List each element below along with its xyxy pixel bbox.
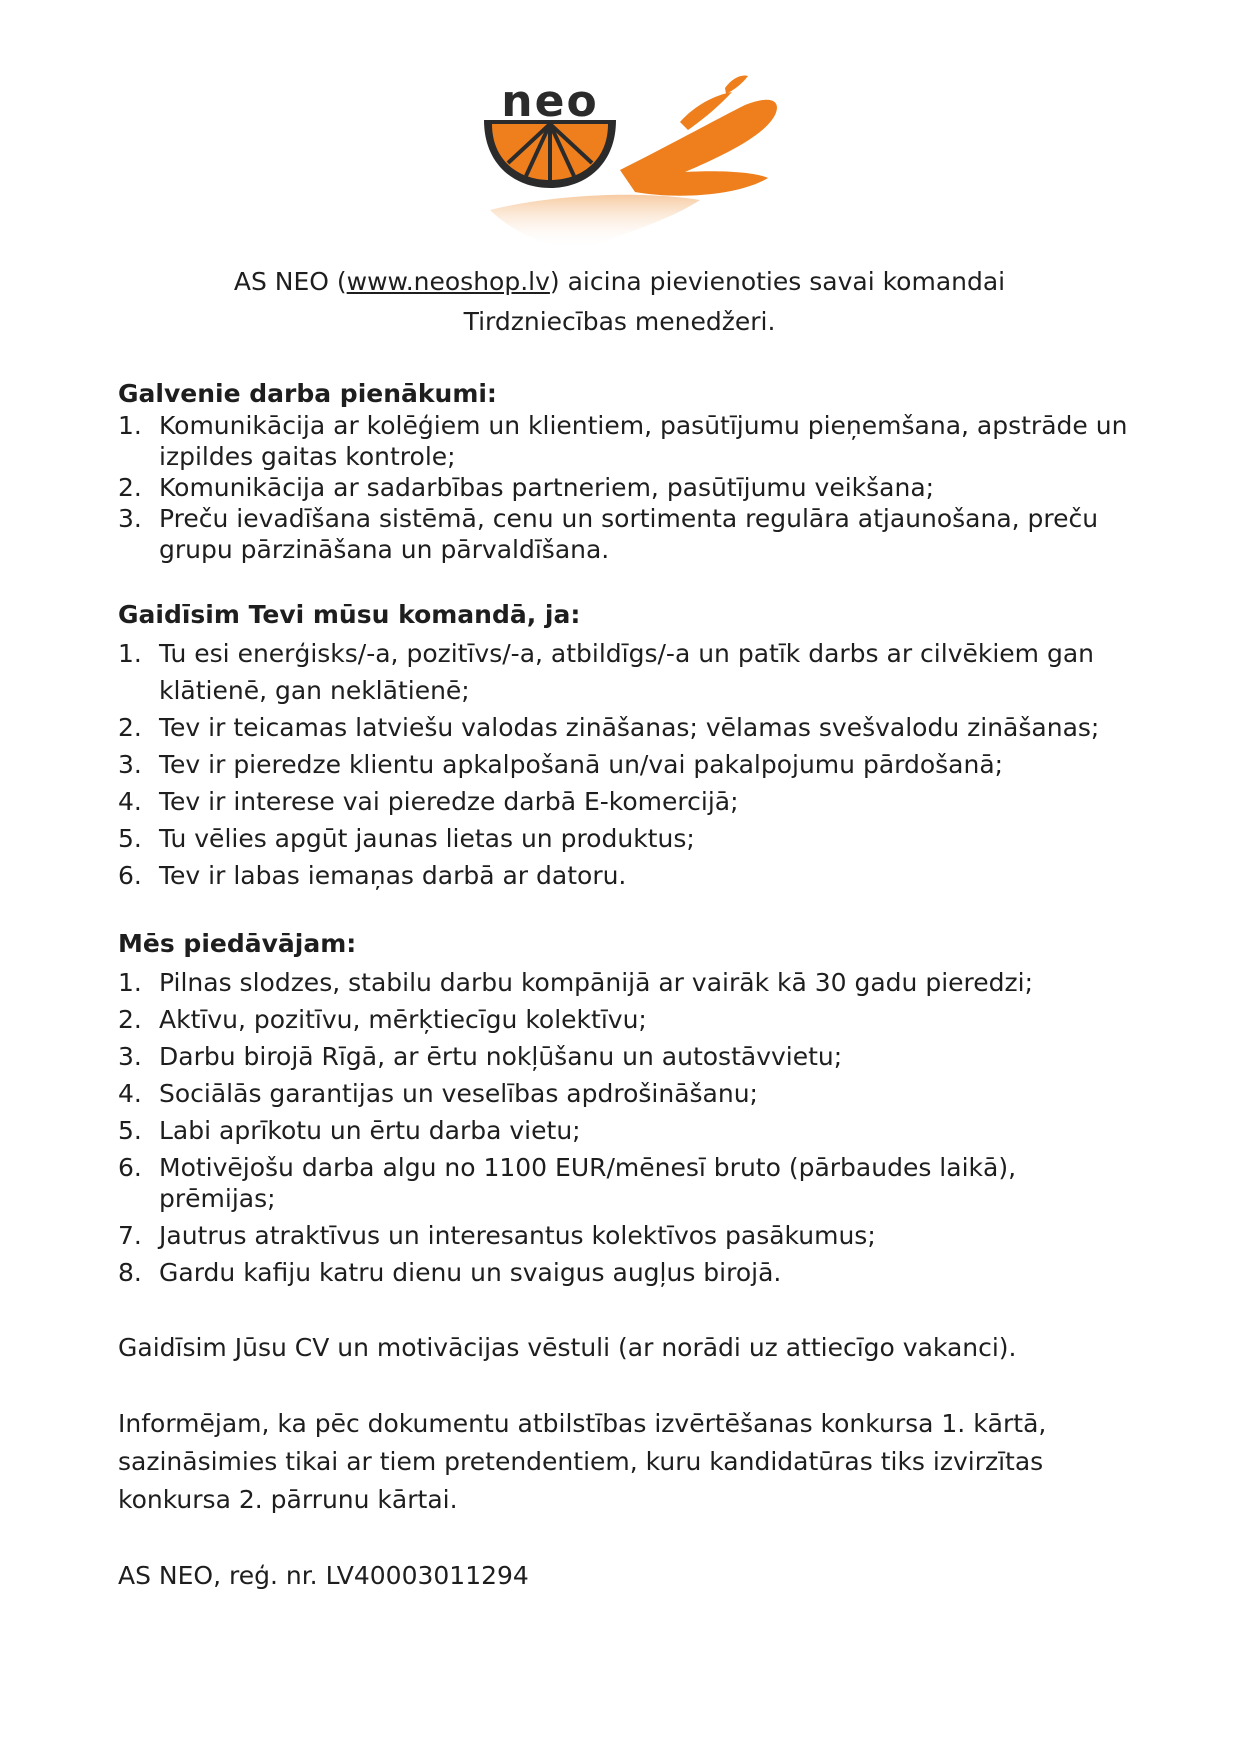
list-item: 1. Tu esi enerģisks/-a, pozitīvs/-a, atbildīgs/-a un patīk darbs ar cilvēkiem gan klātienē, gan neklātienē;: [118, 639, 1095, 705]
section-offer: [118, 928, 1128, 1291]
list-item: 4. Sociālās garantijas un veselības apdrošināšanu;: [118, 1079, 758, 1108]
section-requirements: [118, 599, 1128, 894]
company-registration: AS NEO, reģ. nr. LV40003011294: [118, 1561, 529, 1590]
list-item: 3. Preču ievadīšana sistēmā, cenu un sortimenta regulāra atjaunošana, preču grupu pārzināšana un pārvaldīšana.: [118, 504, 1099, 564]
list-item: 5. Tu vēlies apgūt jaunas lietas un produktus;: [118, 824, 695, 853]
list-item: 2. Tev ir teicamas latviešu valodas zināšanas; vēlamas svešvalodu zināšanas;: [118, 713, 1100, 742]
list-item: 6. Tev ir labas iemaņas darbā ar datoru.: [118, 861, 627, 890]
list-item: 1. Pilnas slodzes, stabilu darbu kompānijā ar vairāk kā 30 gadu pieredzi;: [118, 968, 1034, 997]
intro: [0, 262, 1239, 342]
list-item: 3. Tev ir pieredze klientu apkalpošanā un/vai pakalpojumu pārdošanā;: [118, 750, 1004, 779]
list-item: 2. Komunikācija ar sadarbības partneriem, pasūtījumu veikšana;: [118, 473, 935, 502]
section-duties: [118, 378, 1128, 565]
cv-request: Gaidīsim Jūsu CV un motivācijas vēstuli (ar norādi uz attiecīgo vakanci).: [118, 1333, 1017, 1362]
neo-logo: [470, 60, 790, 260]
intro-pre: AS NEO (: [233, 267, 347, 296]
list-item: 8. Gardu kafiju katru dienu un svaigus augļus birojā.: [118, 1258, 782, 1287]
list-item: 7. Jautrus atraktīvus un interesantus kolektīvos pasākumus;: [118, 1221, 876, 1250]
list-item: 1. Komunikācija ar kolēģiem un klientiem, pasūtījumu pieņemšana, apstrāde un izpildes gaitas kontrole;: [118, 411, 1128, 471]
list-item: 5. Labi aprīkotu un ērtu darba vietu;: [118, 1116, 581, 1145]
duties-list: [118, 410, 1128, 565]
intro-post: ) aicina pievienoties savai komandai: [549, 267, 1006, 296]
content: [118, 378, 1128, 1595]
selection-info: Informējam, ka pēc dokumentu atbilstības izvērtēšanas konkursa 1. kārtā, sazināsimies tikai ar tiem pretendentiem, kuru kandidatūras tiks izvirzītas konkursa 2. pārrunu kārtai.: [118, 1409, 1047, 1514]
logo-text: neo: [501, 76, 599, 127]
section-heading: Galvenie darba pienākumi:: [118, 379, 497, 408]
list-item: 4. Tev ir interese vai pieredze darbā E-komercijā;: [118, 787, 739, 816]
section-heading: Mēs piedāvājam:: [118, 929, 357, 958]
neo-logo-graphic: [470, 60, 790, 260]
requirements-list: [118, 635, 1128, 894]
offer-list: [118, 964, 1128, 1291]
section-heading: Gaidīsim Tevi mūsu komandā, ja:: [118, 600, 581, 629]
intro-line-1: [0, 262, 1239, 302]
list-item: 3. Darbu birojā Rīgā, ar ērtu nokļūšanu un autostāvvietu;: [118, 1042, 843, 1071]
website-link[interactable]: www.neoshop.lv: [346, 267, 550, 296]
intro-line-2: Tirdzniecības menedžeri.: [463, 307, 776, 336]
list-item: 6. Motivējošu darba algu no 1100 EUR/mēnesī bruto (pārbaudes laikā), prēmijas;: [118, 1153, 1017, 1213]
list-item: 2. Aktīvu, pozitīvu, mērķtiecīgu kolektīvu;: [118, 1005, 647, 1034]
